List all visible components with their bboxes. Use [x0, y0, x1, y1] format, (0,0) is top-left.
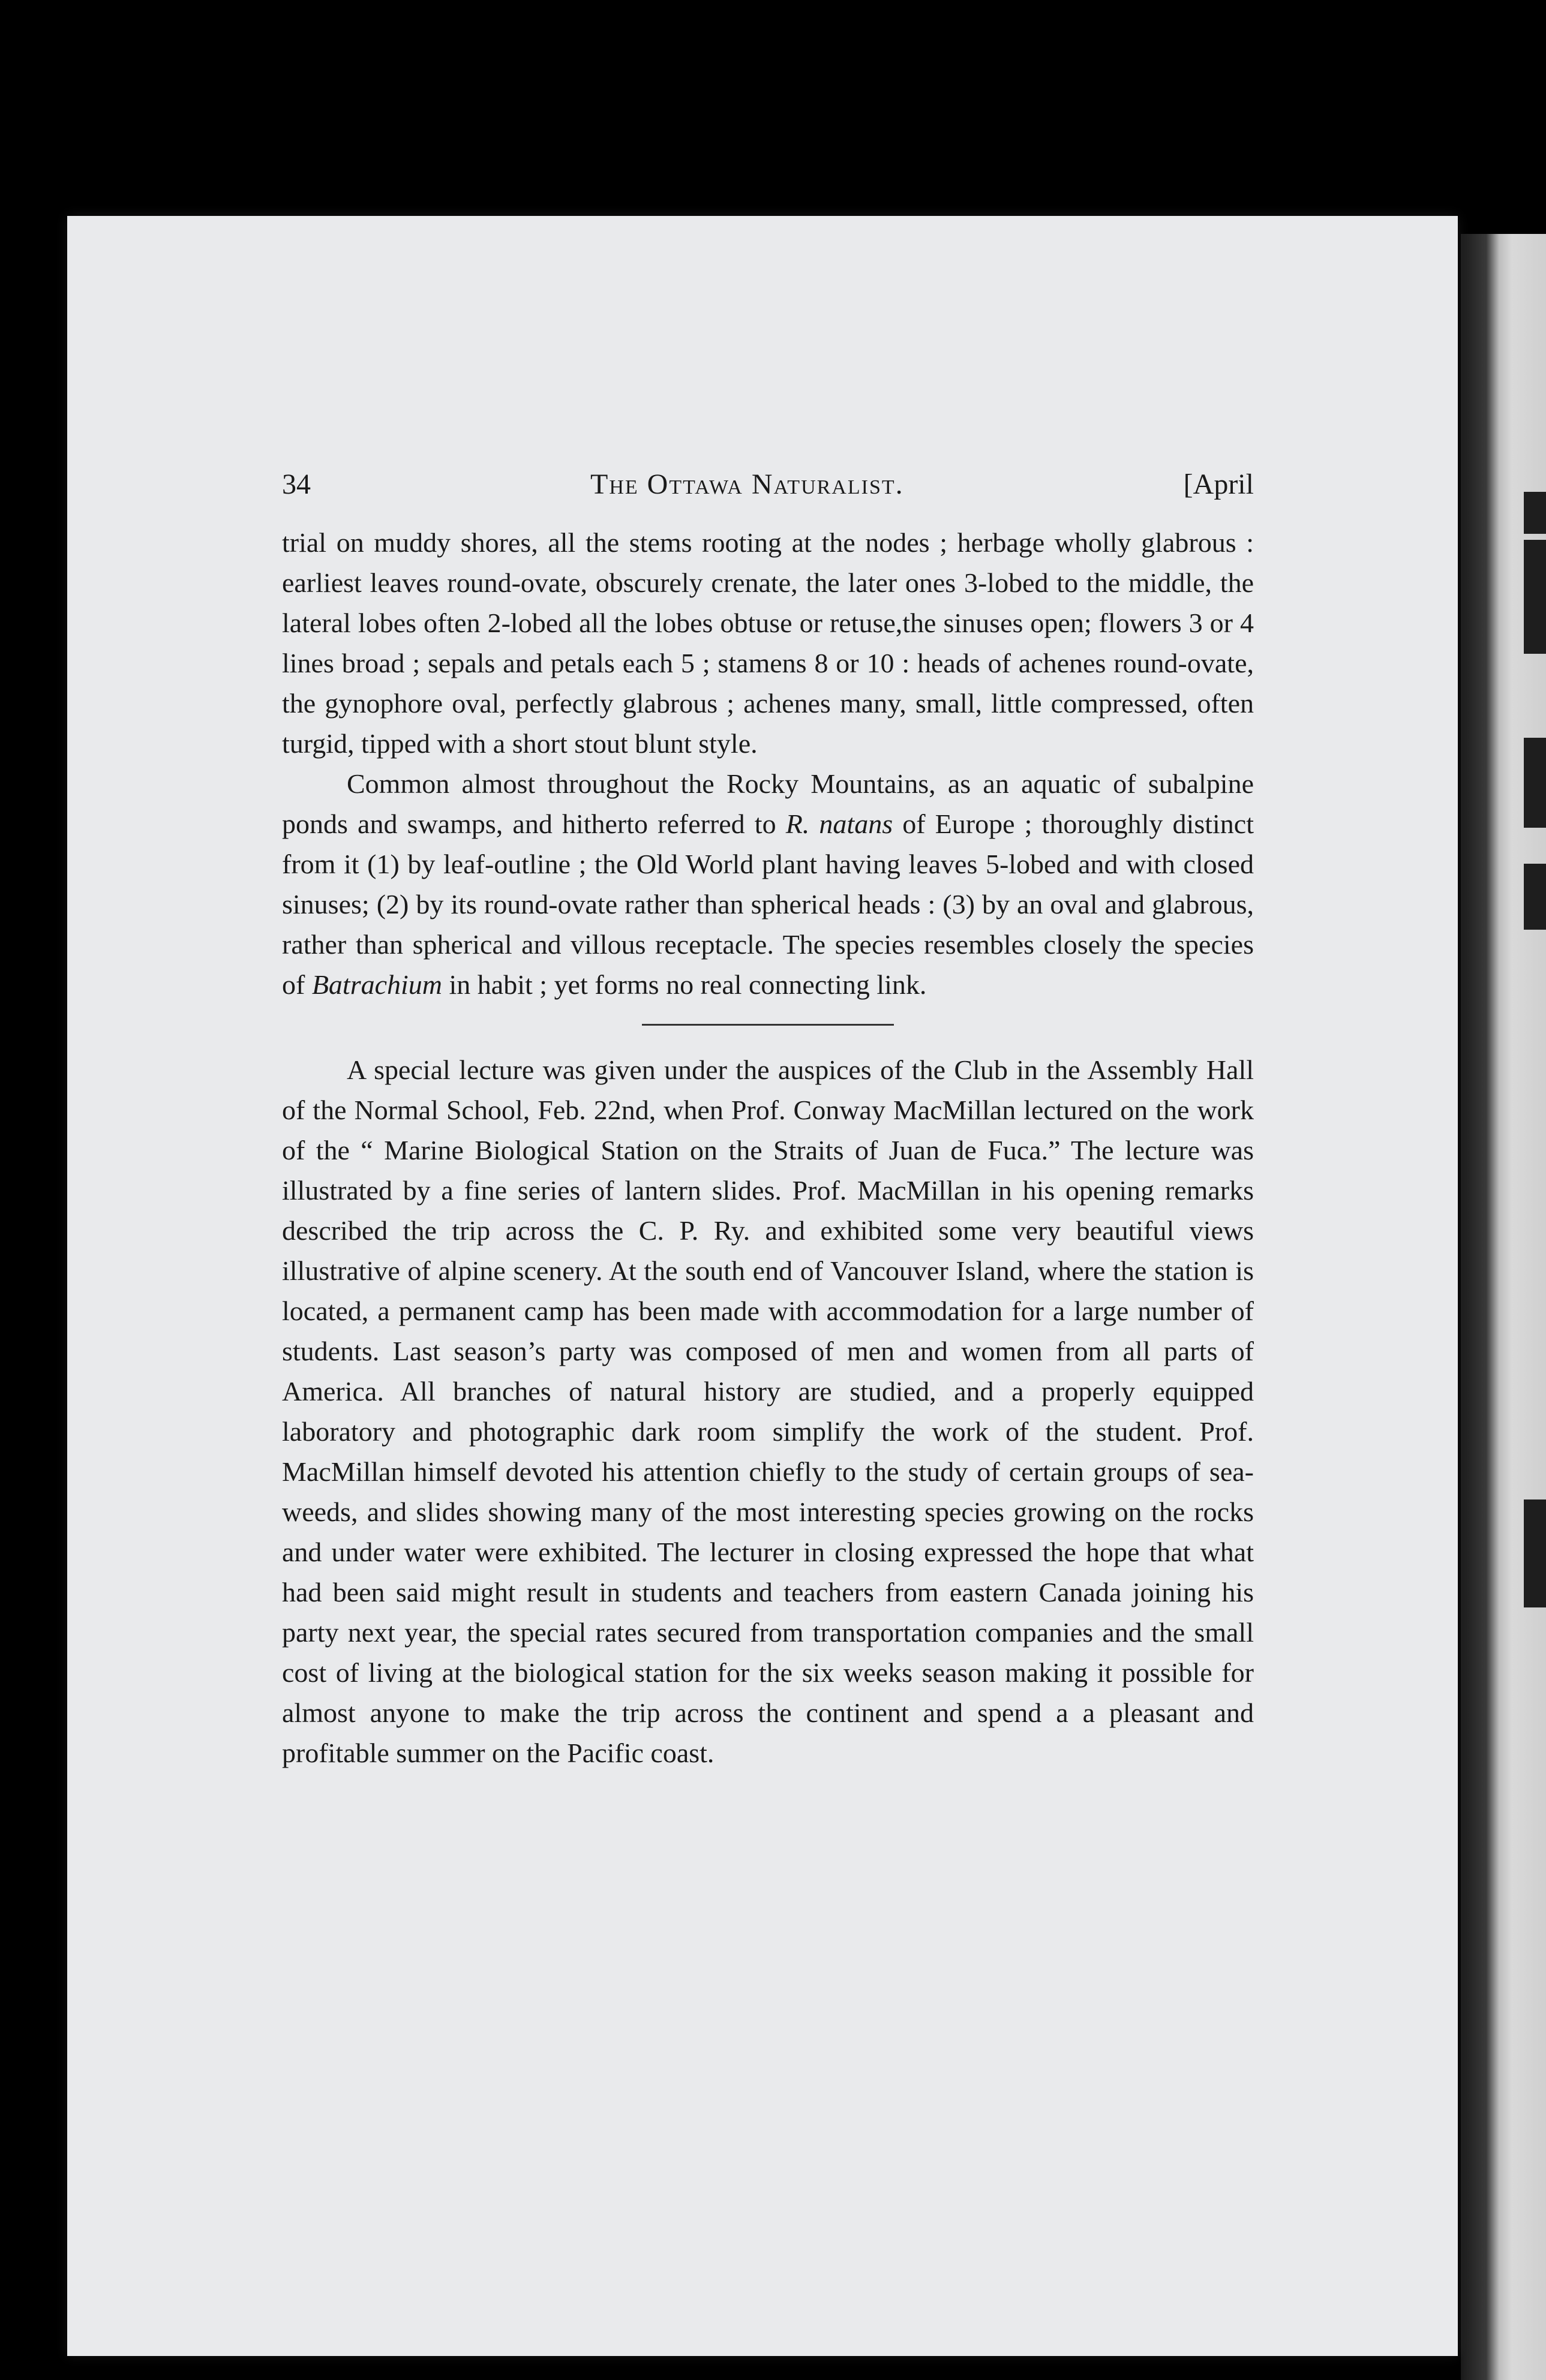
text-run: in habit ; yet forms no real connecting link. — [442, 969, 927, 1000]
paragraph-lecture-report: A special lecture was given under the auspices of the Club in the Assembly Hall of the Normal School, Feb. 22nd, when Prof. Conway MacMillan lectured on the work of the “ Marine Biological Station on the Straits of Juan de Fuca.” The lecture was illustrated by a fine series of lantern slides. Prof. MacMillan in his opening remarks described the trip across the C. P. Ry. and exhibited some very beautiful views illustrative of alpine scenery. At the south end of Vancouver Island, where the station is located, a permanent camp has been made with accommodation for a large number of students. Last season’s party was composed of men and women from all parts of America. All branches of natural history are studied, and a properly equipped laboratory and photographic dark room simplify the work of the student. Prof. MacMillan himself devoted his attention chiefly to the study of certain groups of sea-weeds, and slides showing many of the most interesting species growing on the rocks and under water were exhibited. The lecturer in closing expressed the hope that what had been said might result in students and teachers from eastern Canada joining his party next year, the special rates secured from transportation companies and the small cost of living at the biological station for the six weeks season making it possible for almost anyone to make the trip across the continent and spend a a pleasant and profitable summer on the Pacific coast. — [282, 1054, 1254, 1768]
italic-genus-name: Batrachium — [311, 969, 443, 1000]
text-run: of Europe ; thoroughly distinct from it (1) by leaf-outline ; the Old World plant having leaves 5-lobed and with closed sinuses; (2) by its round-ovate rather than spherical heads : (3) by an oval and glabrous, rather than spherical and villous receptacle. The species resembles closely the species of — [282, 809, 1254, 1000]
italic-species-name: R. natans — [785, 809, 893, 839]
running-head — [282, 468, 1254, 501]
edge-mark — [1524, 492, 1546, 534]
edge-mark — [1524, 738, 1546, 828]
text-column — [282, 468, 1254, 1773]
section-divider — [642, 1024, 894, 1026]
page-number: 34 — [282, 468, 311, 500]
issue-month: [April — [1183, 468, 1254, 500]
edge-mark — [1524, 540, 1546, 654]
edge-mark — [1524, 864, 1546, 930]
paragraph-distribution — [282, 764, 1254, 1005]
paragraph-description: trial on muddy shores, all the stems rooting at the nodes ; herbage wholly glabrous : earliest leaves round-ovate, obscurely crenate, the later ones 3-lobed to the middle, the lateral lobes often 2-lobed all the lobes obtuse or retuse,the sinuses open; flowers 3 or 4 lines broad ; sepals and petals each 5 ; stamens 8 or 10 : heads of achenes round-ovate, the gynophore oval, perfectly glabrous ; achenes many, small, little compressed, often turgid, tipped with a short stout blunt style. — [282, 527, 1254, 759]
body-text — [282, 522, 1254, 1773]
text-run: Common almost throughout the Rocky Mountains, as an aquatic of subalpine ponds and swamps, and hitherto referred to — [282, 768, 1254, 839]
journal-title: The Ottawa Naturalist. — [590, 468, 904, 500]
edge-mark — [1524, 1499, 1546, 1607]
